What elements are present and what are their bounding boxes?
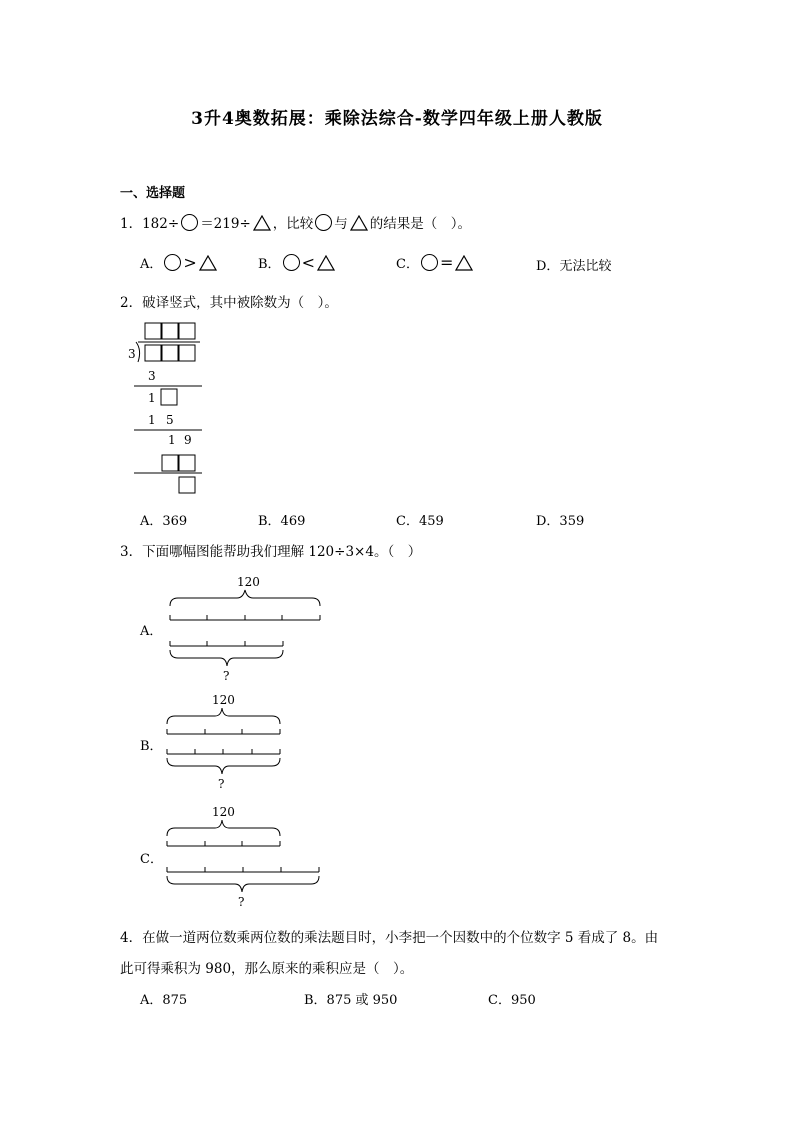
step-box [162,455,178,471]
circle-icon [283,254,300,271]
page-title: 3升4奥数拓展：乘除法综合-数学四年级上册人教版 [191,109,603,129]
divisor: 3 [128,347,136,361]
bottom-brace [167,876,319,892]
question-4-line-2: 此可得乘积为 980，那么原来的乘积应是（ ）。 [120,961,414,977]
bottom-brace [170,650,283,666]
q3-diagram-a [165,572,330,684]
q1-option-b[interactable]: B． < [258,253,337,272]
q1-text-a: 182÷ [142,216,180,232]
step-digit: 1 [168,433,176,447]
step-box [161,389,177,405]
long-division-diagram [124,320,214,498]
q1-option-d[interactable]: D．无法比较 [536,259,612,274]
q1-number: 1． [120,216,143,232]
step-digit: 1 [148,391,156,405]
q3-option-c[interactable]: C． [140,852,163,867]
q3-diagram-b [162,692,292,792]
q3-diagram-c [162,802,327,912]
triangle-icon [350,215,368,231]
quotient-box [162,323,178,339]
total-label: 120 [212,805,235,819]
step-digit: 5 [166,413,174,427]
q1-text-c: ，比较 [272,216,314,232]
q1-option-c[interactable]: C． = [396,253,475,272]
top-brace [167,708,280,724]
q1-text-e: 的结果是（ ）。 [369,216,472,232]
bottom-brace [167,758,280,774]
question-1 [120,212,471,232]
q1-text-d: 与 [334,216,348,232]
q1-option-a[interactable]: A． > [140,253,219,272]
question-mark: ? [223,669,230,683]
step-digit: 3 [148,369,156,383]
q3-option-b[interactable]: B． [140,739,163,754]
section-heading: 一、选择题 [120,186,186,201]
q1-text-b: ＝219÷ [200,216,251,232]
circle-icon [315,214,332,231]
quotient-box [145,323,161,339]
circle-icon [164,254,181,271]
question-mark: ? [238,895,245,909]
question-4-line-1: 4．在做一道两位数乘两位数的乘法题目时，小李把一个因数中的个位数字 5 看成了 8。由 [120,930,659,946]
triangle-icon [317,255,335,271]
q3-option-a[interactable]: A． [140,624,163,639]
step-box [179,455,195,471]
step-digit: 1 [148,413,156,427]
step-digit: 9 [184,433,192,447]
circle-icon [181,214,198,231]
remainder-box [179,477,195,493]
triangle-icon [253,215,271,231]
q4-option-b[interactable]: B．875 或 950 [304,993,398,1008]
division-bracket [136,342,140,362]
total-label: 120 [237,575,260,589]
q2-option-b[interactable]: B．469 [258,514,306,529]
question-3: 3．下面哪幅图能帮助我们理解 120÷3×4。（ ） [120,544,422,560]
dividend-box [162,345,178,361]
q2-option-c[interactable]: C．459 [396,514,444,529]
circle-icon [421,254,438,271]
question-mark: ? [218,777,225,791]
quotient-box [179,323,195,339]
q2-option-a[interactable]: A．369 [140,514,188,529]
q4-option-a[interactable]: A．875 [140,993,188,1008]
triangle-icon [199,255,217,271]
q2-option-d[interactable]: D．359 [536,514,585,529]
q4-option-c[interactable]: C．950 [488,993,536,1008]
question-2: 2．破译竖式，其中被除数为（ ）。 [120,295,338,311]
triangle-icon [455,255,473,271]
dividend-box [179,345,195,361]
total-label: 120 [212,693,235,707]
top-brace [170,590,320,606]
top-brace [167,820,280,836]
dividend-box [145,345,161,361]
